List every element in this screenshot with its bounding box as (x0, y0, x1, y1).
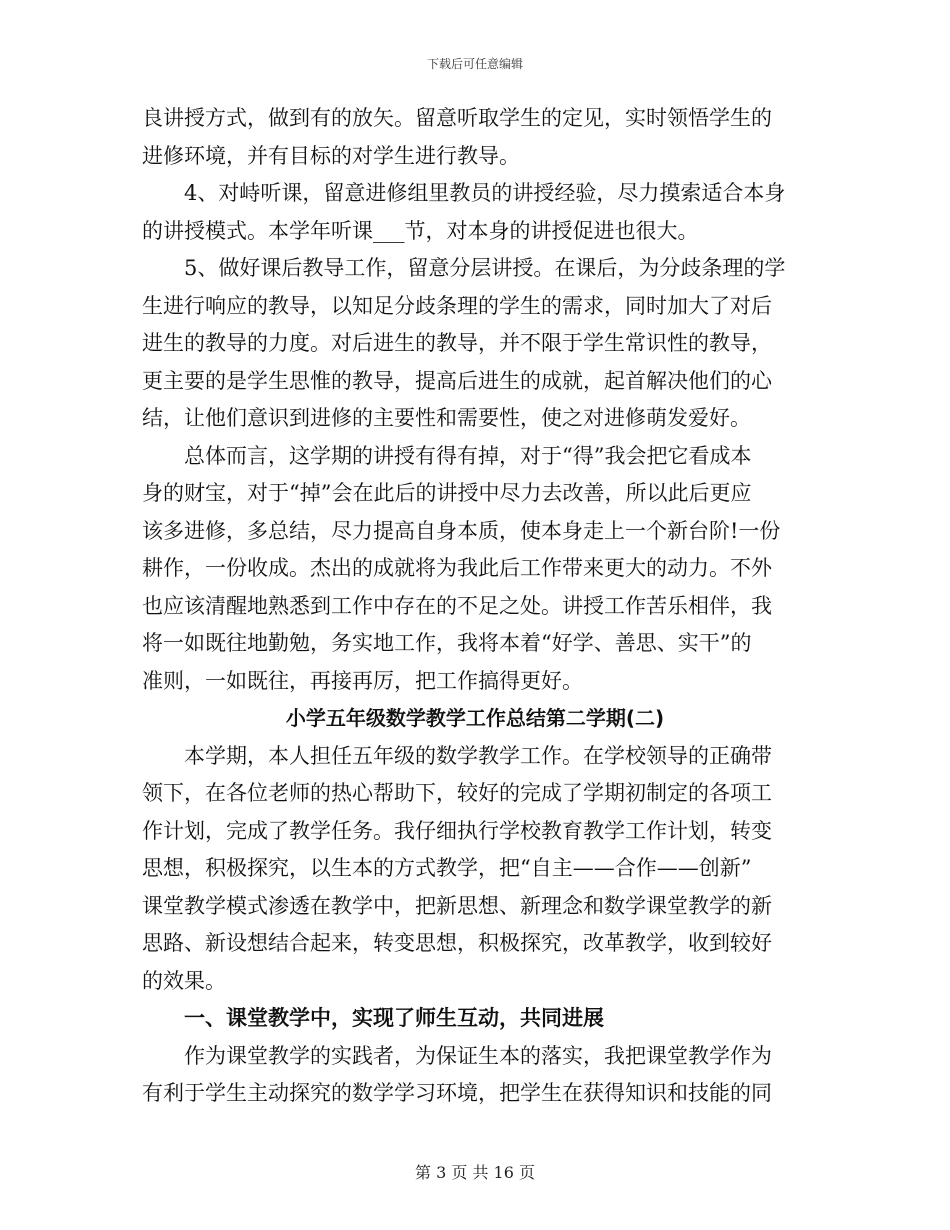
body-line: 有利于学生主动探究的数学学习环境，把学生在获得知识和技能的同 (142, 1081, 772, 1105)
body-line: 该多进修，多总结，尽力提高自身本质，使本身走上一个新台阶!一份 (142, 518, 781, 543)
body-line: 耕作，一份收成。杰出的成就将为我此后工作带来更大的动力。不外 (142, 556, 772, 580)
body-line: 生进行响应的教导，以知足分歧条理的学生的需求，同时加大了对后 (142, 293, 772, 318)
body-line: 结，让他们意识到进修的主要性和需要性，使之对进修萌发爱好。 (142, 406, 751, 430)
page-footer: 第 3 页 共 16 页 (415, 1163, 535, 1182)
body-line: 课堂教学模式渗透在教学中，把新思想、新理念和数学课堂教学的新 (142, 893, 772, 918)
body-line: 思想，积极探究，以生本的方式教学，把“自主——合作——创新” (142, 856, 752, 880)
body-line: 思路、新设想结合起来，转变思想，积极探究，改革教学，收到较好 (142, 931, 772, 955)
body-line: 作计划，完成了教学任务。我仔细执行学校教育教学工作计划，转变 (142, 818, 772, 843)
body-line: 准则，一如既往，再接再厉，把工作搞得更好。 (142, 668, 583, 693)
body-line: 良讲授方式，做到有的放矢。留意听取学生的定见，实时领悟学生的 (142, 106, 772, 130)
body-line: 4、对峙听课，留意进修组里教员的讲授经验，尽力摸索适合本身 (184, 181, 786, 205)
body-line: 将一如既往地勤勉，务实地工作，我将本着“好学、善思、实干”的 (142, 631, 752, 655)
page-header: 下载后可任意编辑 (426, 57, 523, 71)
body-line: 进修环境，并有目标的对学生进行教导。 (142, 143, 520, 168)
body-line: 本学期，本人担任五年级的数学教学工作。在学校领导的正确带 (184, 743, 772, 768)
body-line: 身的财宝，对于“掉”会在此后的讲授中尽力去改善，所以此后更应 (142, 481, 752, 505)
body-line: 的讲授模式。本学年听课___节，对本身的讲授促进也很大。 (142, 218, 699, 243)
subsection-heading: 一、课堂教学中，实现了师生互动，共同进展 (184, 1006, 604, 1030)
body-line: 作为课堂教学的实践者，为保证生本的落实，我把课堂教学作为 (184, 1043, 772, 1068)
body-line: 的效果。 (142, 968, 226, 993)
body-line: 总体而言，这学期的讲授有得有掉，对于“得”我会把它看成本 (184, 443, 752, 468)
document-body (142, 100, 808, 1113)
body-line: 更主要的是学生思惟的教导，提高后进生的成就，起首解决他们的心 (142, 368, 772, 393)
body-line: 也应该清醒地熟悉到工作中存在的不足之处。讲授工作苦乐相伴，我 (142, 593, 772, 618)
body-line: 5、做好课后教导工作，留意分层讲授。在课后，为分歧条理的学 (184, 256, 786, 280)
body-line: 领下，在各位老师的热心帮助下，较好的完成了学期初制定的各项工 (142, 781, 772, 805)
section-title: 小学五年级数学教学工作总结第二学期(二) (285, 706, 665, 730)
body-line: 进生的教导的力度。对后进生的教导，并不限于学生常识性的教导， (142, 331, 772, 355)
